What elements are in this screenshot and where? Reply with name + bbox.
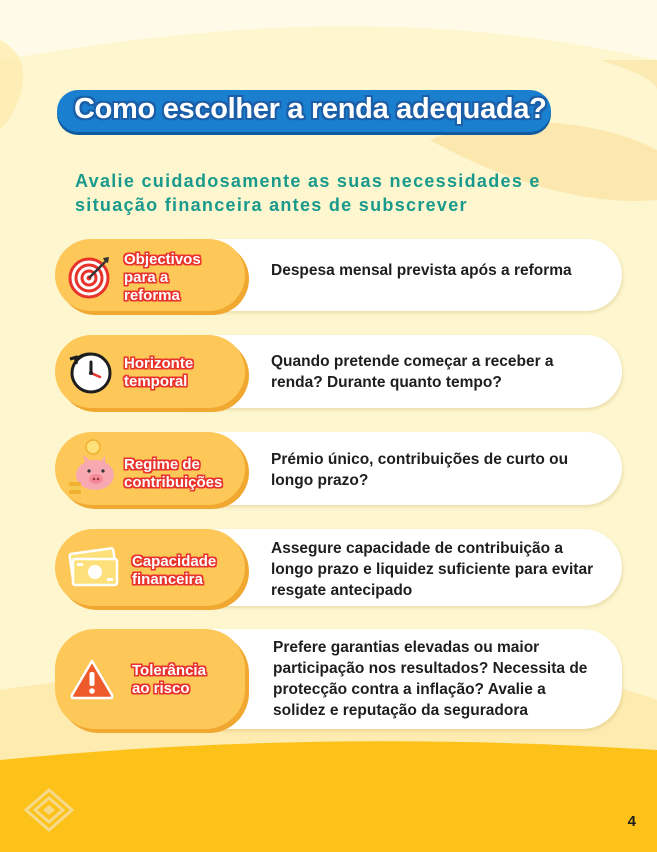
item-description: Despesa mensal prevista após a reforma [271, 262, 572, 279]
target-icon [67, 253, 113, 299]
item-label: Tolerância ao risco [132, 662, 206, 697]
item-label: Horizonte temporal [124, 355, 194, 390]
list-item [55, 529, 622, 606]
page-title: Como escolher a renda adequada? [74, 93, 547, 125]
clock-icon [67, 349, 115, 397]
item-label: Objectivos para a reforma [124, 251, 201, 304]
item-label: Capacidade financeira [132, 553, 217, 588]
diamond-logo-icon [24, 788, 74, 832]
list-item [55, 239, 622, 311]
list-item [55, 629, 622, 729]
piggy-bank-icon [67, 438, 119, 496]
item-description: Prefere garantias elevadas ou maior participação nos resultados? Necessita de protecção contra a inflação? Avalie a solidez e reputação da seguradora [273, 639, 588, 719]
item-description: Quando pretende começar a receber a renda? Durante quanto tempo? [271, 353, 554, 391]
list-item [55, 432, 622, 505]
item-description: Prémio único, contribuições de curto ou longo prazo? [271, 451, 569, 489]
list-item [55, 335, 622, 408]
page-subtitle: Avalie cuidadosamente as suas necessidades e situação financeira antes de subscrever [75, 171, 541, 215]
banknotes-icon [67, 547, 123, 591]
item-label: Regime de contribuições [124, 456, 223, 491]
item-description: Assegure capacidade de contribuição a longo prazo e liquidez suficiente para evitar resgate antecipado [271, 540, 594, 599]
page-number: 4 [627, 813, 636, 830]
warning-icon [69, 657, 115, 701]
